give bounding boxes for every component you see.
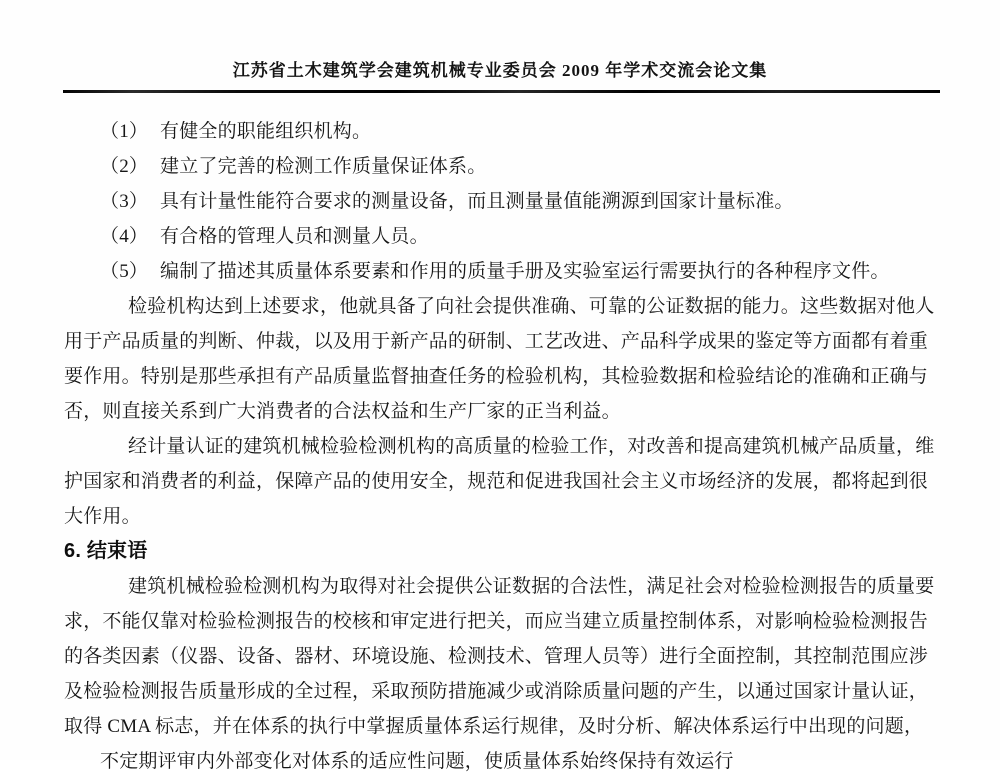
section-heading: 6. 结束语 <box>64 540 148 562</box>
list-text: 具有计量性能符合要求的测量设备，而且测量量值能溯源到国家计量标准。 <box>160 191 794 212</box>
body-line: 用于产品质量的判断、仲裁，以及用于新产品的研制、工艺改进、产品科学成果的鉴定等方面都有着重 <box>64 331 929 352</box>
list-text: 建立了完善的检测工作质量保证体系。 <box>160 156 487 177</box>
body-line: 检验机构达到上述要求，他就具备了向社会提供准确、可靠的公证数据的能力。这些数据对他人 <box>128 296 935 317</box>
body-line: 建筑机械检验检测机构为取得对社会提供公证数据的合法性，满足社会对检验检测报告的质量要 <box>128 576 935 597</box>
list-item <box>64 114 942 149</box>
list-text: 有合格的管理人员和测量人员。 <box>160 226 429 247</box>
proceedings-header: 江苏省土木建筑学会建筑机械专业委员会 2009 年学术交流会论文集 <box>232 61 768 80</box>
body-line: 要作用。特别是那些承担有产品质量监督抽查任务的检验机构，其检验数据和检验结论的准确和正确与 <box>64 366 929 387</box>
body-line: 护国家和消费者的利益，保障产品的使用安全，规范和促进我国社会主义市场经济的发展，都将起到很 <box>64 471 929 492</box>
header-rule <box>63 90 940 93</box>
list-text: 编制了描述其质量体系要素和作用的质量手册及实验室运行需要执行的各种程序文件。 <box>160 261 890 282</box>
body-line: 否，则直接关系到广大消费者的合法权益和生产厂家的正当利益。 <box>64 401 621 422</box>
document-body <box>64 114 942 779</box>
list-marker: （3） <box>100 191 149 212</box>
list-marker: （2） <box>100 156 149 177</box>
list-text: 有健全的职能组织机构。 <box>160 121 372 142</box>
list-marker: （5） <box>100 261 149 282</box>
body-line: 的各类因素（仪器、设备、器材、环境设施、检测技术、管理人员等）进行全面控制，其控制范围应涉 <box>64 646 929 667</box>
list-item <box>64 149 942 184</box>
body-line: 及检验检测报告质量形成的全过程，采取预防措施减少或消除质量问题的产生，以通过国家计量认证， <box>64 681 929 702</box>
list-item <box>64 184 942 219</box>
list-marker: （4） <box>100 226 149 247</box>
list-marker: （1） <box>100 121 149 142</box>
body-line: 取得 CMA 标志，并在体系的执行中掌握质量体系运行规律，及时分析、解决体系运行中出现的问题， <box>64 716 924 737</box>
body-line: 经计量认证的建筑机械检验检测机构的高质量的检验工作，对改善和提高建筑机械产品质量，维 <box>128 436 935 457</box>
body-line: 大作用。 <box>64 506 141 527</box>
truncated-line: 不定期评审内外部变化对体系的适应性问题，使质量体系始终保持有效运行 <box>100 751 734 772</box>
body-line: 求，不能仅靠对检验检测报告的校核和审定进行把关，而应当建立质量控制体系，对影响检验检测报告 <box>64 611 929 632</box>
list-item <box>64 219 942 254</box>
list-item <box>64 254 942 289</box>
